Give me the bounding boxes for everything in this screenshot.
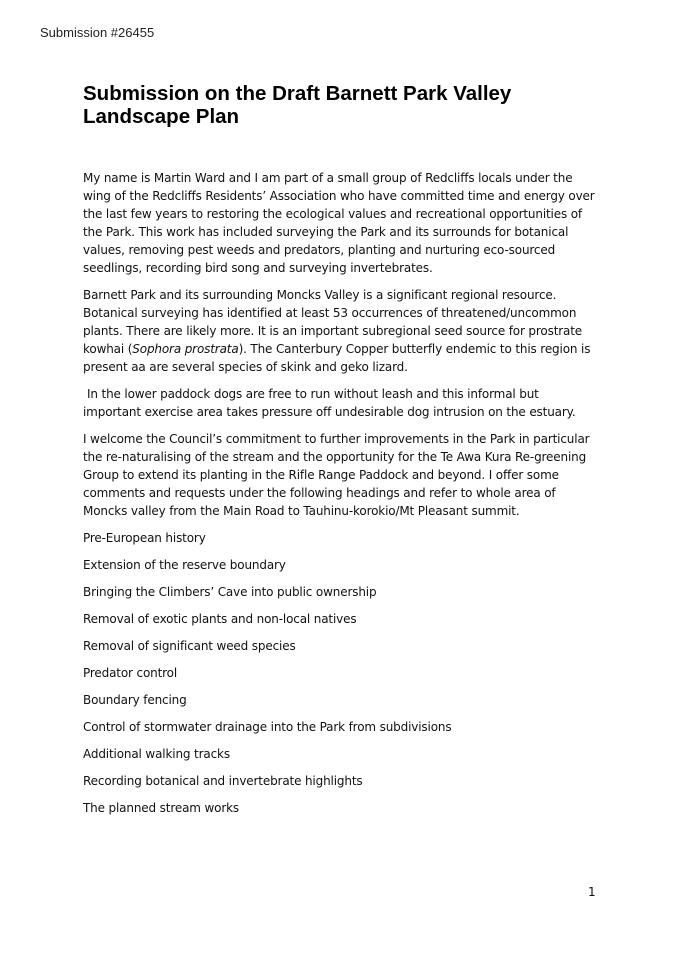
heading-item: Removal of significant weed species: [83, 639, 296, 653]
intro-paragraph: My name is Martin Ward and I am part of a small group of Redcliffs locals under the wing of the Redcliffs Residents’ Association who have committed time and energy over the last few years to restoring the ecological values and recreational opportunities of the Park. This work has included surveying the Park and its surrounds for botanical values, removing pest weeds and predators, planting and nurturing eco-sourced seedlings, recording bird song and surveying invertebrates.: [83, 171, 595, 275]
species-name: Sophora prostrata: [132, 342, 239, 356]
document-title: Submission on the Draft Barnett Park Valley Landscape Plan: [83, 82, 512, 128]
council-paragraph: I welcome the Council’s commitment to further improvements in the Park in particular the re-naturalising of the stream and the opportunity for the Te Awa Kura Re-greening Group to extend its planting in the Rifle Range Paddock and beyond. I offer some comments and requests under the following headings and refer to whole area of Moncks valley from the Main Road to Tauhinu-korokio/Mt Pleasant summit.: [83, 432, 590, 518]
resource-paragraph: [83, 286, 595, 376]
heading-item: Additional walking tracks: [83, 747, 230, 761]
heading-item: Removal of exotic plants and non-local natives: [83, 612, 357, 626]
heading-item: Control of stormwater drainage into the Park from subdivisions: [83, 720, 452, 734]
page-number: 1: [588, 885, 596, 899]
headings-list: [83, 529, 595, 817]
heading-item: Pre-European history: [83, 531, 206, 545]
submission-id: Submission #26455: [40, 25, 155, 40]
heading-item: The planned stream works: [83, 801, 240, 815]
document-body: [83, 169, 595, 826]
heading-item: Bringing the Climbers’ Cave into public ownership: [83, 585, 377, 599]
resource-text-start: Barnett Park and its surrounding Moncks Valley is a significant regional resource. Botanical surveying has identified at least 53 occurrences of threatened/uncommon plants. There are likely more. It is an important subregional seed source for prostrate kowhai (: [83, 288, 583, 356]
heading-item: Boundary fencing: [83, 693, 187, 707]
heading-item: Recording botanical and invertebrate highlights: [83, 774, 363, 788]
heading-item: Extension of the reserve boundary: [83, 558, 286, 572]
dog-area-paragraph: In the lower paddock dogs are free to run without leash and this informal but important exercise area takes pressure off undesirable dog intrusion on the estuary.: [83, 387, 576, 419]
resource-text-end: ). The Canterbury Copper butterfly endemic to this region is present aa are several species of skink and geko lizard.: [83, 342, 591, 374]
heading-item: Predator control: [83, 666, 178, 680]
